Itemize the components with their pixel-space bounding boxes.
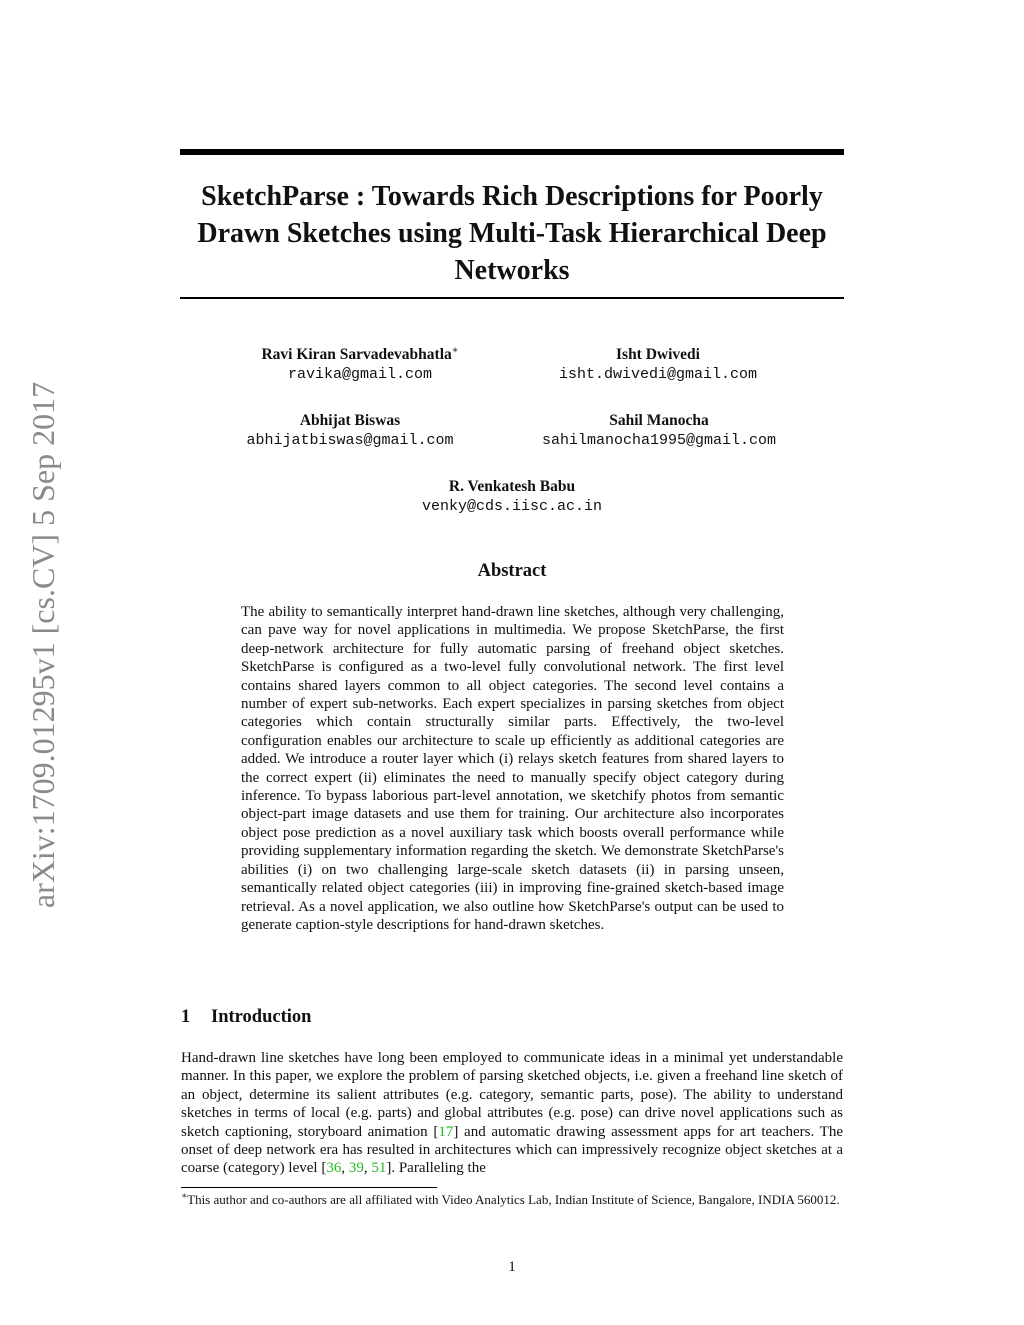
page-number: 1 <box>508 1259 516 1275</box>
citation-link[interactable]: 51 <box>371 1160 387 1177</box>
author-name: Abhijat Biswas <box>299 412 401 429</box>
author-email: isht.dwivedi@gmail.com <box>558 366 758 383</box>
author-block-4 <box>499 411 819 451</box>
author-email: ravika@gmail.com <box>287 366 433 383</box>
title-top-rule <box>180 149 844 155</box>
author-name: R. Venkatesh Babu <box>448 478 576 495</box>
footnote <box>181 1191 843 1208</box>
author-footnote-marker: ∗ <box>451 344 459 356</box>
author-email: abhijatbiswas@gmail.com <box>246 432 454 449</box>
abstract-heading: Abstract <box>477 561 547 581</box>
section-number: 1 <box>181 1007 191 1027</box>
author-name: Ravi Kiran Sarvadevabhatla∗ <box>261 344 459 363</box>
section-heading <box>181 1007 681 1028</box>
title-bottom-rule <box>180 297 844 299</box>
author-email: venky@cds.iisc.ac.in <box>421 498 603 515</box>
author-block-1 <box>200 345 520 385</box>
section-title: Introduction <box>211 1007 312 1027</box>
citation-link[interactable]: 36 <box>326 1160 342 1177</box>
abstract-text: The ability to semantically interpret hand-drawn line sketches, although very challenging, can pave way for novel applications in multimedia. We propose SketchParse, the first deep-network architecture for fully automatic parsing of freehand object sketches. SketchParse is configured as a two-level fully convolutional network. The first level contains shared layers common to all object categories. The second level contains a number of expert sub-networks. Each expert specializes in parsing sketches from object categories which contain structurally similar parts. Effectively, the two-level configuration enables our architecture to scale up efficiently as additional categories are added. We introduce a router layer which (i) relays sketch features from shared layers to the correct expert (ii) eliminates the need to manually specify object category during inference. To bypass laborious part-level annotation, we sketchify photos from semantic object-part image datasets and use them for training. Our architecture also incorporates object pose prediction as a novel auxiliary task which boosts overall performance while providing supplementary information regarding the sketch. We demonstrate SketchParse's abilities (i) on two challenging large-scale sketch datasets (ii) in parsing unseen, semantically related object categories (iii) in improving fine-grained sketch-based image retrieval. As a novel application, we also outline how SketchParse's output can be used to generate caption-style descriptions for hand-drawn sketches. <box>241 604 784 933</box>
paper-title: SketchParse : Towards Rich Descriptions for Poorly Drawn Sketches using Multi-Task Hierarchical Deep Networks <box>197 181 827 286</box>
author-name: Isht Dwivedi <box>616 346 700 363</box>
author-email: sahilmanocha1995@gmail.com <box>541 432 777 449</box>
citation-link[interactable]: 17 <box>438 1123 454 1140</box>
citation-link[interactable]: 39 <box>348 1160 364 1177</box>
footnote-marker: ∗ <box>181 1190 188 1201</box>
author-block-5 <box>352 477 672 517</box>
arxiv-identifier-stamp: arXiv:1709.01295v1 [cs.CV] 5 Sep 2017 <box>25 381 61 909</box>
footnote-text: This author and co-authors are all affiliated with Video Analytics Lab, Indian Institute of Science, Bangalore, INDIA 560012. <box>187 1192 840 1207</box>
author-name: Sahil Manocha <box>609 412 709 429</box>
introduction-text: Hand-drawn line sketches have long been employed to communicate ideas in a minimal yet understandable manner. In this paper, we explore the problem of parsing sketched objects, i.e. given a freehand line sketch of an object, determine its salient attributes (e.g. category, semantic parts, pose). The ability to understand sketches in terms of local (e.g. parts) and global attributes (e.g. pose) can drive novel applications such as sketch captioning, storyboard animation [17] and automatic drawing assessment apps for art teachers. The onset of deep network era has resulted in architectures which can impressively recognize object sketches at a coarse (category) level [36, 39, 51]. Paralleling the <box>181 1050 844 1177</box>
author-block-2 <box>498 345 818 385</box>
footnote-rule <box>181 1187 437 1188</box>
author-block-3 <box>190 411 510 451</box>
